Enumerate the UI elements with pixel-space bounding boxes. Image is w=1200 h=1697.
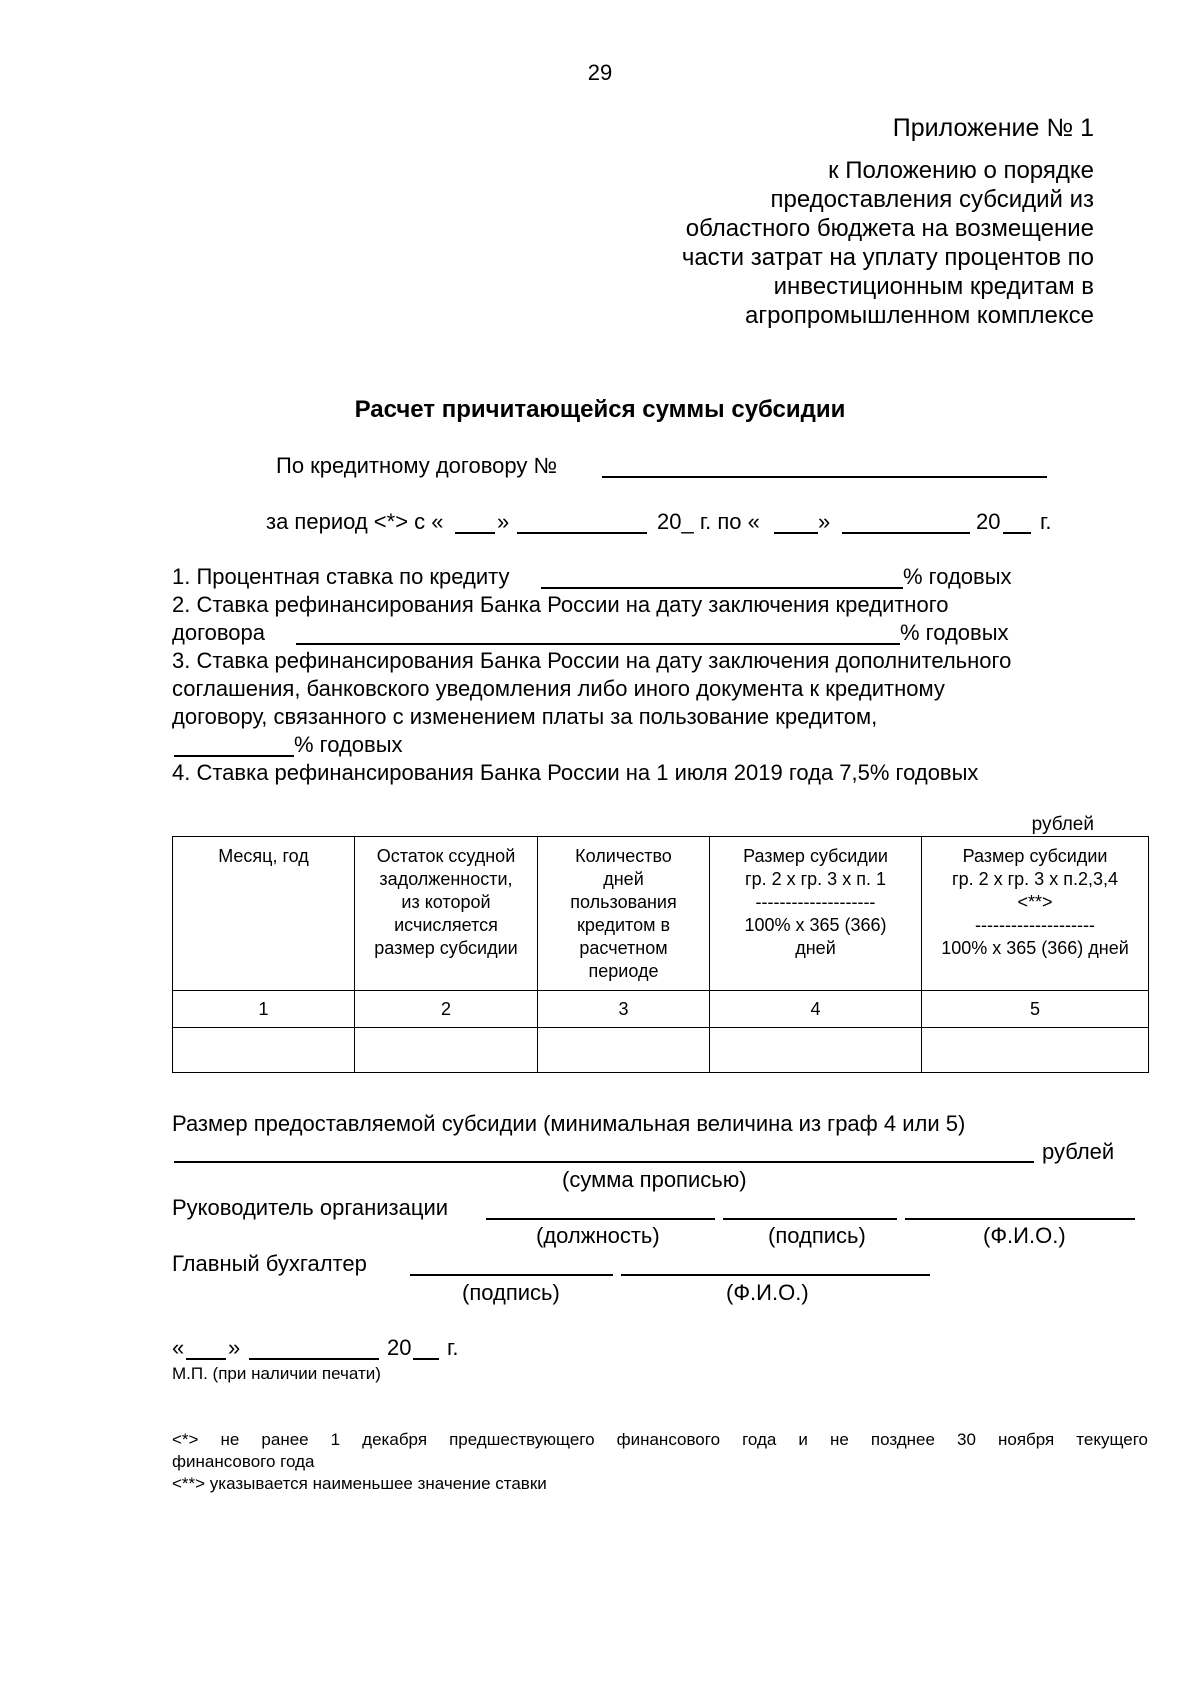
appendix-subtitle xyxy=(682,156,1094,330)
item-1-label: 1. Процентная ставка по кредиту xyxy=(172,564,510,589)
subsidy-table xyxy=(172,836,1149,1073)
date-suffix: г. xyxy=(447,1335,459,1360)
header-subsidy-p234: Размер субсидии гр. 2 x гр. 3 x п.2,3,4 <**> -------------------- 100% x 365 (366) дней xyxy=(922,837,1149,991)
subsidy-caption: (сумма прописью) xyxy=(562,1167,747,1192)
accountant-label: Главный бухгалтер xyxy=(172,1251,367,1276)
period-to-year-field[interactable] xyxy=(1003,512,1031,534)
header-month-year: Месяц, год xyxy=(173,837,355,991)
accountant-caption-signature: (подпись) xyxy=(462,1280,560,1305)
item-1-suffix: % годовых xyxy=(903,564,1012,589)
header-balance: Остаток ссудной задолженности, из которой исчисляется размер субсидии xyxy=(355,837,538,991)
appendix-title: Приложение № 1 xyxy=(892,114,1094,142)
item-1-rate-field[interactable] xyxy=(541,567,903,589)
head-caption-position: (должность) xyxy=(536,1223,660,1248)
period-quote1: » xyxy=(497,509,510,534)
period-to-month-field[interactable] xyxy=(842,512,970,534)
document-title: Расчет причитающейся суммы субсидии xyxy=(354,396,846,423)
appendix-line: к Положению о порядке xyxy=(828,157,1094,184)
stamp-note: М.П. (при наличии печати) xyxy=(172,1364,381,1383)
table-cell[interactable] xyxy=(710,1028,922,1073)
period-quote2: » xyxy=(818,509,831,534)
col-number: 4 xyxy=(710,991,922,1028)
item-3-line3: договору, связанного с изменением платы за пользование кредитом, xyxy=(172,704,878,729)
col-number: 5 xyxy=(922,991,1149,1028)
period-prefix: за период <*> с « xyxy=(266,509,444,534)
units-label: рублей xyxy=(1031,814,1094,835)
head-position-field[interactable] xyxy=(486,1198,715,1220)
item-3-suffix: % годовых xyxy=(294,732,403,757)
table-cell[interactable] xyxy=(173,1028,355,1073)
item-3-line2: соглашения, банковского уведомления либо иного документа к кредитному xyxy=(172,676,945,701)
appendix-line: агропромышленном комплексе xyxy=(745,302,1094,329)
appendix-line: предоставления субсидий из xyxy=(770,186,1094,213)
period-year1: 20_ г. по « xyxy=(657,509,760,534)
item-2-suffix: % годовых xyxy=(900,620,1009,645)
period-to-day-field[interactable] xyxy=(774,512,818,534)
col-number: 1 xyxy=(173,991,355,1028)
period-year2: 20 xyxy=(976,509,1001,534)
accountant-caption-name: (Ф.И.О.) xyxy=(726,1280,809,1305)
appendix-line: части затрат на уплату процентов по xyxy=(681,244,1094,271)
item-2-line1: 2. Ставка рефинансирования Банка России на дату заключения кредитного xyxy=(172,592,949,617)
subsidy-amount-label: Размер предоставляемой субсидии (минимальная величина из граф 4 или 5) xyxy=(172,1111,966,1136)
item-4: 4. Ставка рефинансирования Банка России на 1 июля 2019 года 7,5% годовых xyxy=(172,760,979,785)
contract-label: По кредитному договору № xyxy=(276,453,558,478)
table-number-row xyxy=(173,991,1149,1028)
appendix-line: областного бюджета на возмещение xyxy=(685,215,1094,242)
subsidy-amount-field[interactable] xyxy=(174,1141,1034,1163)
date-close-quote: » xyxy=(228,1335,241,1360)
page-number: 29 xyxy=(587,60,613,85)
table-cell[interactable] xyxy=(922,1028,1149,1073)
table-row xyxy=(173,1028,1149,1073)
accountant-signature-field[interactable] xyxy=(410,1254,613,1276)
item-2-label: договора xyxy=(172,620,265,645)
date-open-quote: « xyxy=(172,1335,185,1360)
item-3-line1: 3. Ставка рефинансирования Банка России на дату заключения дополнительного xyxy=(172,648,1012,673)
item-3-rate-field[interactable] xyxy=(174,735,294,757)
head-label: Руководитель организации xyxy=(172,1195,449,1220)
contract-number-field[interactable] xyxy=(602,456,1047,478)
period-from-day-field[interactable] xyxy=(455,512,495,534)
date-day-field[interactable] xyxy=(186,1338,226,1360)
header-subsidy-p1: Размер субсидии гр. 2 x гр. 3 x п. 1 -------------------- 100% x 365 (366) дней xyxy=(710,837,922,991)
head-caption-name: (Ф.И.О.) xyxy=(983,1223,1066,1248)
table-header-row xyxy=(173,837,1149,991)
subsidy-rubles: рублей xyxy=(1042,1139,1115,1164)
footnote-2: <**> указывается наименьшее значение ставки xyxy=(172,1474,547,1493)
date-year: 20 xyxy=(387,1335,412,1360)
header-days: Количество дней пользования кредитом в расчетном периоде xyxy=(538,837,710,991)
appendix-line: инвестиционным кредитам в xyxy=(773,273,1094,300)
footnote-1-line1: <*> не ранее 1 декабря предшествующего финансового года и не позднее 30 ноября текущего xyxy=(172,1430,1148,1449)
col-number: 2 xyxy=(355,991,538,1028)
date-month-field[interactable] xyxy=(249,1338,379,1360)
head-caption-signature: (подпись) xyxy=(768,1223,866,1248)
table-cell[interactable] xyxy=(355,1028,538,1073)
head-name-field[interactable] xyxy=(905,1198,1135,1220)
period-from-month-field[interactable] xyxy=(517,512,647,534)
period-suffix: г. xyxy=(1040,509,1052,534)
accountant-name-field[interactable] xyxy=(621,1254,930,1276)
col-number: 3 xyxy=(538,991,710,1028)
table-cell[interactable] xyxy=(538,1028,710,1073)
footnote-1-line2: финансового года xyxy=(172,1452,315,1471)
date-year-field[interactable] xyxy=(413,1338,439,1360)
head-signature-field[interactable] xyxy=(723,1198,897,1220)
item-2-rate-field[interactable] xyxy=(296,623,900,645)
